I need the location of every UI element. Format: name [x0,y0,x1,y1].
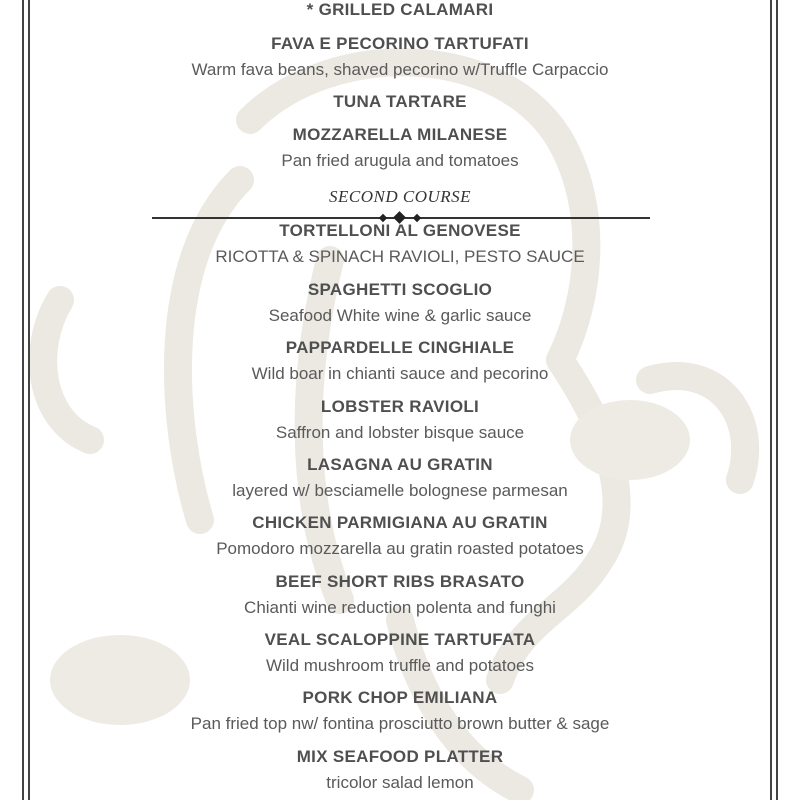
dish-title: SPAGHETTI SCOGLIO [307,280,493,299]
dish-description: Pan fried arugula and tomatoes [281,151,519,170]
dish-description: Pomodoro mozzarella au gratin roasted potatoes [216,539,584,558]
dish-description: Wild boar in chianti sauce and pecorino [251,364,549,383]
dish-title: TORTELLONI AL GENOVESE [279,221,521,240]
dish-description: Pan fried top nw/ fontina prosciutto brown butter & sage [190,714,610,733]
dish-title: MOZZARELLA MILANESE [292,125,508,144]
dish-title: PAPPARDELLE CINGHIALE [285,338,515,357]
dish-title: LASAGNA AU GRATIN [307,455,493,474]
section-heading-second-course: SECOND COURSE [328,187,472,206]
dish-title: TUNA TARTARE [333,92,467,111]
dish-title: * GRILLED CALAMARI [306,0,494,19]
dish-description: Saffron and lobster bisque sauce [275,423,525,442]
dish-title: BEEF SHORT RIBS BRASATO [275,572,525,591]
dish-description: tricolor salad lemon [326,773,474,792]
dish-description: RICOTTA & SPINACH RAVIOLI, PESTO SAUCE [215,247,585,266]
dish-title: FAVA E PECORINO TARTUFATI [271,34,529,53]
dish-description: Chianti wine reduction polenta and funghi [244,598,556,617]
dish-description: layered w/ besciamelle bolognese parmesan [232,481,568,500]
dish-title: MIX SEAFOOD PLATTER [296,747,504,766]
dish-title: PORK CHOP EMILIANA [302,688,498,707]
dish-description: Warm fava beans, shaved pecorino w/Truffle Carpaccio [191,60,609,79]
dish-title: VEAL SCALOPPINE TARTUFATA [264,630,536,649]
dish-title: CHICKEN PARMIGIANA AU GRATIN [252,513,548,532]
dish-title: LOBSTER RAVIOLI [320,397,480,416]
dish-description: Seafood White wine & garlic sauce [268,306,532,325]
dish-description: Wild mushroom truffle and potatoes [265,656,535,675]
